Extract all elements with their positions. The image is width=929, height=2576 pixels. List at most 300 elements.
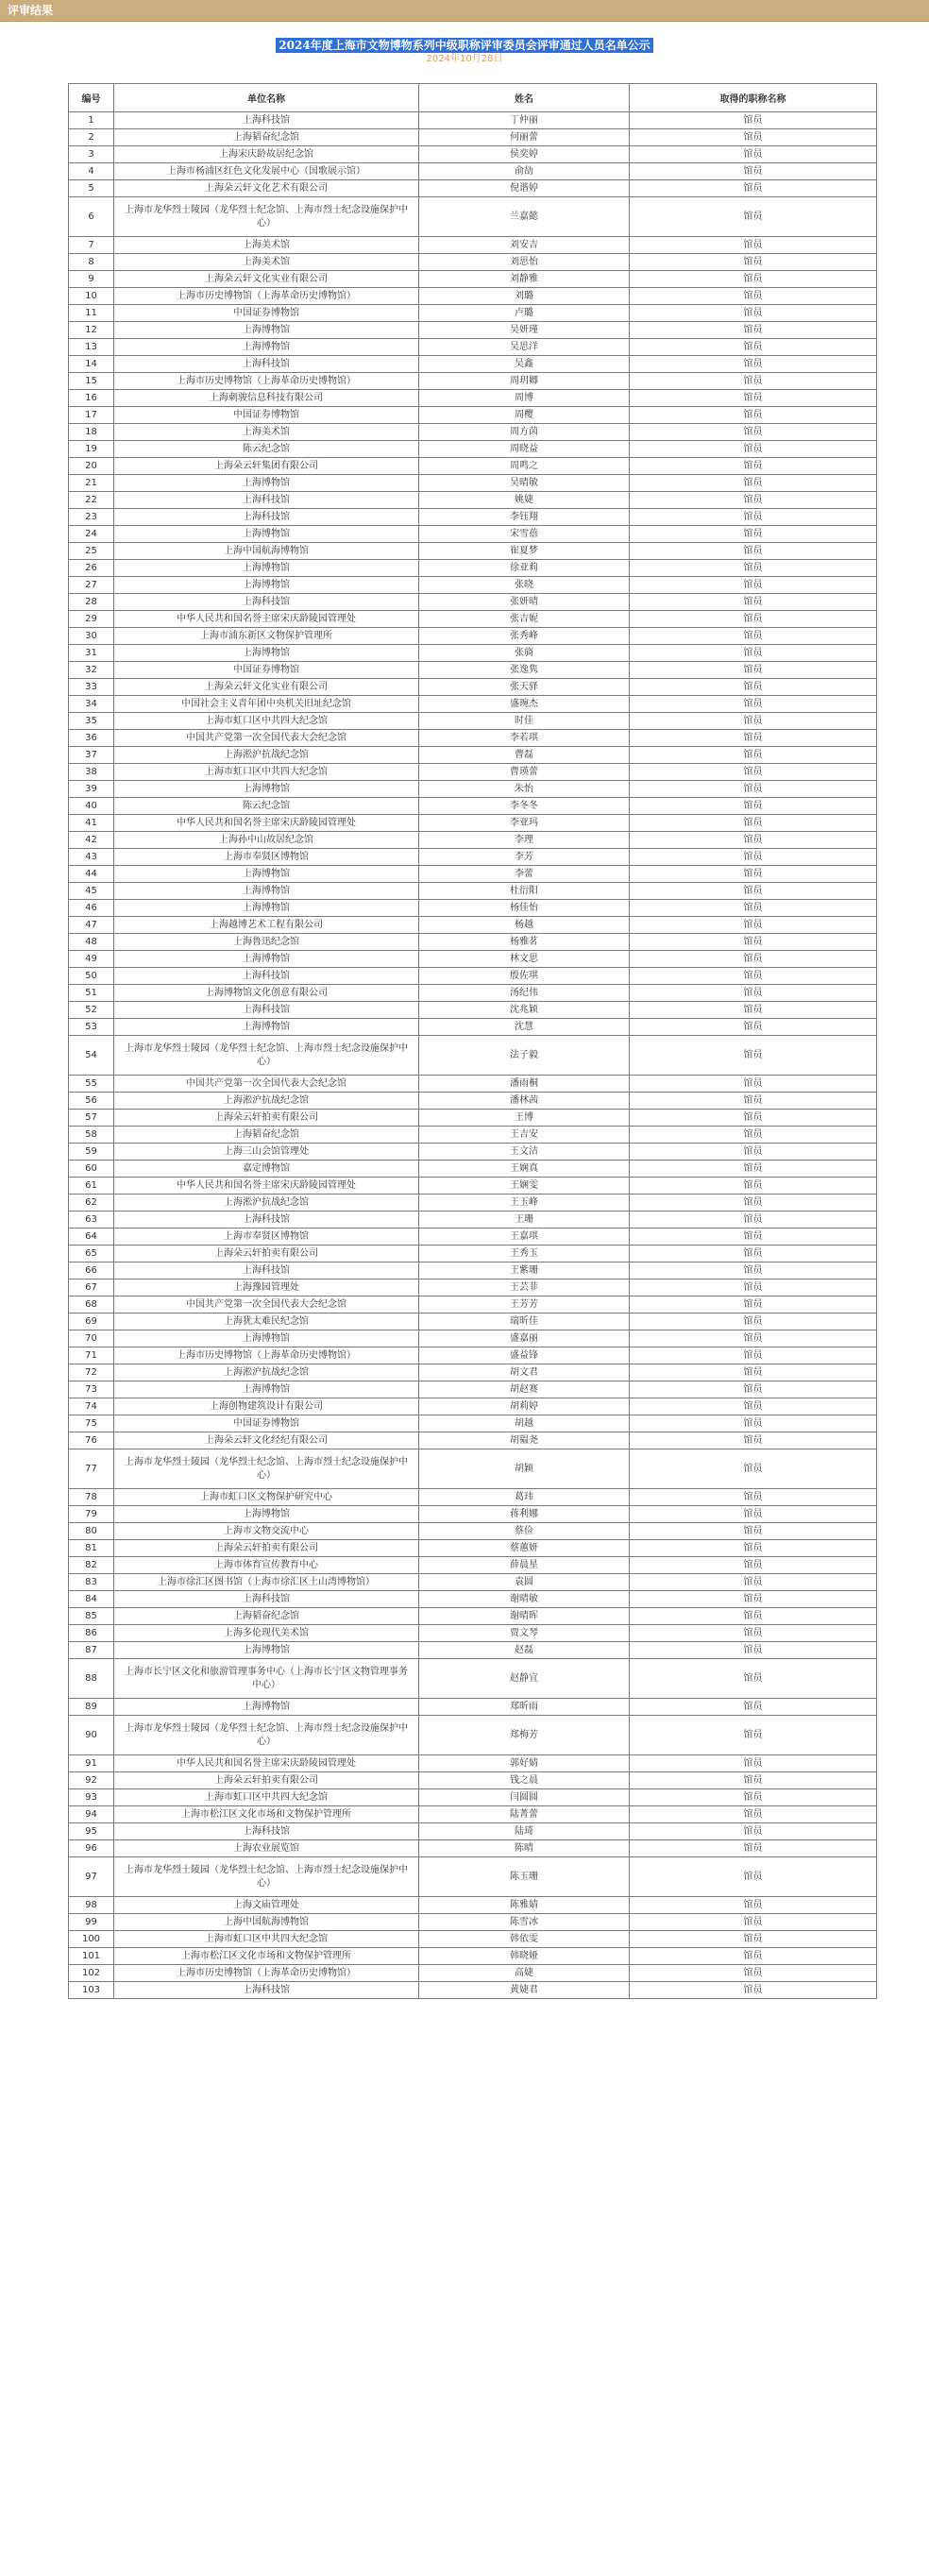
cell-unit [114, 1716, 419, 1755]
table-row [69, 1699, 877, 1716]
table-row [69, 1002, 877, 1019]
column-header-title: 取得的职称名称 [630, 84, 877, 112]
cell-unit: 上海越博艺术工程有限公司 [114, 917, 419, 934]
cell-title: 馆员 [630, 1948, 877, 1965]
table-row [69, 492, 877, 509]
cell-title: 馆员 [630, 1296, 877, 1313]
table-row [69, 713, 877, 730]
cell-unit: 上海市虹口区中共四大纪念馆 [114, 1931, 419, 1948]
table-row [69, 1982, 877, 1999]
cell-unit: 上海市历史博物馆（上海革命历史博物馆） [114, 373, 419, 390]
cell-title: 馆员 [630, 883, 877, 900]
cell-title: 馆员 [630, 832, 877, 849]
cell-name: 胡越 [419, 1415, 630, 1432]
cell-number: 95 [69, 1823, 114, 1840]
table-row [69, 951, 877, 968]
cell-name: 张逸隽 [419, 662, 630, 679]
cell-name: 王博 [419, 1110, 630, 1127]
cell-unit: 嘉定博物馆 [114, 1161, 419, 1178]
cell-title: 馆员 [630, 1642, 877, 1659]
cell-number: 72 [69, 1364, 114, 1381]
table-row [69, 1840, 877, 1857]
cell-title: 馆员 [630, 1144, 877, 1161]
cell-title: 馆员 [630, 1659, 877, 1699]
cell-title: 馆员 [630, 1280, 877, 1296]
table-row [69, 1965, 877, 1982]
cell-name: 刘璐 [419, 288, 630, 305]
cell-name: 周方茵 [419, 424, 630, 441]
cell-title: 馆员 [630, 1806, 877, 1823]
table-row [69, 985, 877, 1002]
table-row [69, 730, 877, 747]
cell-name: 陈雪冰 [419, 1914, 630, 1931]
cell-unit: 上海科技馆 [114, 1982, 419, 1999]
table-row [69, 747, 877, 764]
cell-number: 7 [69, 237, 114, 254]
cell-title: 馆员 [630, 560, 877, 577]
table-row [69, 968, 877, 985]
cell-title: 馆员 [630, 254, 877, 271]
cell-unit: 中华人民共和国名誉主席宋庆龄陵园管理处 [114, 815, 419, 832]
table-header-row [69, 84, 877, 112]
section-header-label: 评审结果 [8, 4, 54, 17]
table-row [69, 1948, 877, 1965]
cell-unit: 上海博物馆 [114, 900, 419, 917]
cell-name: 李蕾 [419, 866, 630, 883]
cell-name: 张秀峰 [419, 628, 630, 645]
cell-number: 61 [69, 1178, 114, 1195]
cell-title: 馆员 [630, 1574, 877, 1591]
cell-title: 馆员 [630, 197, 877, 237]
cell-title: 馆员 [630, 390, 877, 407]
cell-number: 35 [69, 713, 114, 730]
cell-title: 馆员 [630, 934, 877, 951]
cell-number: 3 [69, 146, 114, 163]
cell-number: 80 [69, 1523, 114, 1540]
table-row [69, 1144, 877, 1161]
cell-unit: 上海淞沪抗战纪念馆 [114, 1195, 419, 1212]
cell-name: 张晓 [419, 577, 630, 594]
cell-title: 馆员 [630, 985, 877, 1002]
cell-number: 48 [69, 934, 114, 951]
cell-title: 馆员 [630, 424, 877, 441]
cell-name: 吴鑫 [419, 356, 630, 373]
cell-title: 馆员 [630, 866, 877, 883]
cell-unit: 上海市虹口区文物保护研究中心 [114, 1489, 419, 1506]
table-body [69, 112, 877, 1999]
cell-number: 98 [69, 1897, 114, 1914]
cell-unit [114, 1036, 419, 1076]
cell-name: 汤纪伟 [419, 985, 630, 1002]
cell-unit: 上海淞沪抗战纪念馆 [114, 1093, 419, 1110]
cell-name: 王紫珊 [419, 1263, 630, 1280]
cell-title: 馆员 [630, 1523, 877, 1540]
cell-unit-text: 上海市龙华烈士陵园（龙华烈士纪念馆、上海市烈士纪念设施保护中心） [125, 204, 408, 229]
table-row [69, 1415, 877, 1432]
cell-number: 93 [69, 1789, 114, 1806]
cell-name: 郑梅芳 [419, 1716, 630, 1755]
cell-name: 曹瑛蕾 [419, 764, 630, 781]
cell-title: 馆员 [630, 373, 877, 390]
table-row [69, 577, 877, 594]
cell-name: 赵磊 [419, 1642, 630, 1659]
cell-unit: 上海科技馆 [114, 1591, 419, 1608]
cell-number: 53 [69, 1019, 114, 1036]
table-row [69, 1381, 877, 1398]
cell-unit: 上海市虹口区中共四大纪念馆 [114, 713, 419, 730]
cell-number: 41 [69, 815, 114, 832]
cell-name: 周鸣之 [419, 458, 630, 475]
cell-number: 25 [69, 543, 114, 560]
cell-number: 56 [69, 1093, 114, 1110]
table-row [69, 1897, 877, 1914]
cell-name: 胡赵赛 [419, 1381, 630, 1398]
cell-unit: 上海韬奋纪念馆 [114, 1127, 419, 1144]
table-row [69, 866, 877, 883]
cell-unit: 上海科技馆 [114, 1212, 419, 1229]
cell-unit: 上海朵云轩集团有限公司 [114, 458, 419, 475]
cell-name: 倪谐婷 [419, 180, 630, 197]
cell-number: 103 [69, 1982, 114, 1999]
cell-name: 卢璐 [419, 305, 630, 322]
cell-unit: 上海朵云轩拍卖有限公司 [114, 1246, 419, 1263]
cell-title: 馆员 [630, 713, 877, 730]
cell-number: 66 [69, 1263, 114, 1280]
cell-unit: 上海韬奋纪念馆 [114, 129, 419, 146]
cell-number: 85 [69, 1608, 114, 1625]
cell-name: 吴晴敏 [419, 475, 630, 492]
cell-number: 2 [69, 129, 114, 146]
cell-unit: 上海刺骏信息科技有限公司 [114, 390, 419, 407]
cell-unit: 上海博物馆 [114, 577, 419, 594]
cell-number: 60 [69, 1161, 114, 1178]
cell-name: 王文洁 [419, 1144, 630, 1161]
cell-unit: 上海科技馆 [114, 112, 419, 129]
table-row [69, 1296, 877, 1313]
cell-name: 薛晨星 [419, 1557, 630, 1574]
table-row [69, 1110, 877, 1127]
cell-name: 杜衍阳 [419, 883, 630, 900]
cell-number: 50 [69, 968, 114, 985]
cell-unit: 上海博物馆 [114, 339, 419, 356]
table-row [69, 662, 877, 679]
cell-title: 馆员 [630, 798, 877, 815]
cell-title: 馆员 [630, 1093, 877, 1110]
cell-name: 王芳芳 [419, 1296, 630, 1313]
cell-title: 馆员 [630, 305, 877, 322]
table-row [69, 407, 877, 424]
table-row [69, 441, 877, 458]
cell-title: 馆员 [630, 1161, 877, 1178]
cell-name: 陈玉珊 [419, 1857, 630, 1897]
cell-title: 馆员 [630, 917, 877, 934]
cell-unit: 上海韬奋纪念馆 [114, 1608, 419, 1625]
cell-number: 59 [69, 1144, 114, 1161]
cell-title: 馆员 [630, 1036, 877, 1076]
cell-name: 曹磊 [419, 747, 630, 764]
cell-name: 朱怡 [419, 781, 630, 798]
cell-title: 馆员 [630, 1823, 877, 1840]
table-row [69, 1625, 877, 1642]
cell-title: 馆员 [630, 679, 877, 696]
cell-number: 78 [69, 1489, 114, 1506]
cell-title: 馆员 [630, 696, 877, 713]
cell-title: 馆员 [630, 1381, 877, 1398]
cell-title: 馆员 [630, 441, 877, 458]
cell-title: 馆员 [630, 1608, 877, 1625]
cell-name: 贾文琴 [419, 1625, 630, 1642]
cell-title: 馆员 [630, 1857, 877, 1897]
table-row [69, 1659, 877, 1699]
table-row [69, 237, 877, 254]
cell-name: 胡文君 [419, 1364, 630, 1381]
column-header-name: 姓名 [419, 84, 630, 112]
cell-title: 馆员 [630, 180, 877, 197]
table-row [69, 1523, 877, 1540]
cell-number: 14 [69, 356, 114, 373]
cell-unit: 中华人民共和国名誉主席宋庆龄陵园管理处 [114, 611, 419, 628]
cell-name: 蒋利娜 [419, 1506, 630, 1523]
cell-number: 71 [69, 1347, 114, 1364]
cell-title: 馆员 [630, 1840, 877, 1857]
cell-title: 馆员 [630, 1195, 877, 1212]
cell-title: 馆员 [630, 492, 877, 509]
cell-title: 馆员 [630, 1982, 877, 1999]
table-row [69, 849, 877, 866]
table-row [69, 129, 877, 146]
cell-name: 潘林茜 [419, 1093, 630, 1110]
table-row [69, 883, 877, 900]
cell-title: 馆员 [630, 1415, 877, 1432]
cell-number: 22 [69, 492, 114, 509]
cell-name: 王玉峰 [419, 1195, 630, 1212]
cell-name: 周樱 [419, 407, 630, 424]
cell-unit: 中国社会主义青年团中央机关旧址纪念馆 [114, 696, 419, 713]
table-row [69, 339, 877, 356]
cell-title: 馆员 [630, 1897, 877, 1914]
table-row [69, 1076, 877, 1093]
cell-title: 馆员 [630, 543, 877, 560]
cell-title: 馆员 [630, 129, 877, 146]
cell-title: 馆员 [630, 900, 877, 917]
cell-name: 王娴真 [419, 1161, 630, 1178]
cell-name: 林文思 [419, 951, 630, 968]
cell-number: 12 [69, 322, 114, 339]
cell-name: 潘雨桐 [419, 1076, 630, 1093]
cell-title: 馆员 [630, 1313, 877, 1330]
cell-number: 47 [69, 917, 114, 934]
cell-number: 92 [69, 1772, 114, 1789]
cell-name: 吴妍瑾 [419, 322, 630, 339]
cell-number: 81 [69, 1540, 114, 1557]
cell-number: 32 [69, 662, 114, 679]
table-row [69, 322, 877, 339]
cell-title: 馆员 [630, 1178, 877, 1195]
cell-name: 张旖 [419, 645, 630, 662]
cell-title: 馆员 [630, 1263, 877, 1280]
cell-name: 王嘉琪 [419, 1229, 630, 1246]
cell-unit: 上海朵云轩文化实业有限公司 [114, 679, 419, 696]
table-row [69, 1540, 877, 1557]
cell-title: 馆员 [630, 1076, 877, 1093]
cell-number: 49 [69, 951, 114, 968]
table-row [69, 679, 877, 696]
cell-number: 51 [69, 985, 114, 1002]
column-header-unit: 单位名称 [114, 84, 419, 112]
cell-title: 馆员 [630, 1755, 877, 1772]
table-row [69, 832, 877, 849]
cell-number: 28 [69, 594, 114, 611]
cell-number: 39 [69, 781, 114, 798]
cell-name: 韩依雯 [419, 1931, 630, 1948]
table-row [69, 1093, 877, 1110]
cell-unit: 中国证券博物馆 [114, 305, 419, 322]
table-row [69, 1449, 877, 1489]
cell-title: 馆员 [630, 1591, 877, 1608]
table-row [69, 1347, 877, 1364]
cell-number: 37 [69, 747, 114, 764]
cell-title: 馆员 [630, 1364, 877, 1381]
cell-unit: 上海豫园管理处 [114, 1280, 419, 1296]
table-row [69, 934, 877, 951]
cell-unit: 上海科技馆 [114, 968, 419, 985]
cell-number: 86 [69, 1625, 114, 1642]
cell-number: 19 [69, 441, 114, 458]
cell-title: 馆员 [630, 594, 877, 611]
table-row [69, 180, 877, 197]
cell-name: 陆菁蕾 [419, 1806, 630, 1823]
cell-title: 馆员 [630, 1019, 877, 1036]
table-row [69, 254, 877, 271]
cell-title: 馆员 [630, 1449, 877, 1489]
cell-name: 李钰翔 [419, 509, 630, 526]
table-row [69, 1591, 877, 1608]
cell-name: 沈慧 [419, 1019, 630, 1036]
cell-name: 殷佐琪 [419, 968, 630, 985]
table-row [69, 611, 877, 628]
cell-unit: 上海美术馆 [114, 424, 419, 441]
cell-number: 16 [69, 390, 114, 407]
cell-unit: 上海朵云轩拍卖有限公司 [114, 1772, 419, 1789]
cell-number: 6 [69, 197, 114, 237]
cell-number: 64 [69, 1229, 114, 1246]
table-row [69, 1246, 877, 1263]
cell-unit: 上海市体育宣传教育中心 [114, 1557, 419, 1574]
cell-unit: 上海市历史博物馆（上海革命历史博物馆） [114, 1965, 419, 1982]
cell-title: 馆员 [630, 577, 877, 594]
cell-number: 40 [69, 798, 114, 815]
cell-number: 5 [69, 180, 114, 197]
table-row [69, 1398, 877, 1415]
cell-number: 34 [69, 696, 114, 713]
cell-title: 馆员 [630, 628, 877, 645]
cell-number: 21 [69, 475, 114, 492]
cell-name: 周晓益 [419, 441, 630, 458]
cell-name: 吴思洋 [419, 339, 630, 356]
cell-name: 张天驿 [419, 679, 630, 696]
cell-name: 瑞昕佳 [419, 1313, 630, 1330]
table-row [69, 1755, 877, 1772]
cell-number: 77 [69, 1449, 114, 1489]
cell-title: 馆员 [630, 747, 877, 764]
table-row [69, 1432, 877, 1449]
table-row [69, 1313, 877, 1330]
cell-number: 30 [69, 628, 114, 645]
cell-name: 李理 [419, 832, 630, 849]
cell-name: 胡莉婷 [419, 1398, 630, 1415]
table-row [69, 288, 877, 305]
table-row [69, 271, 877, 288]
cell-title: 馆员 [630, 1716, 877, 1755]
cell-title: 馆员 [630, 849, 877, 866]
cell-number: 38 [69, 764, 114, 781]
table-row [69, 526, 877, 543]
cell-name: 葛玮 [419, 1489, 630, 1506]
document-title: 2024年度上海市文物博物系列中级职称评审委员会评审通过人员名单公示 [276, 38, 652, 53]
cell-unit: 上海科技馆 [114, 356, 419, 373]
table-row [69, 628, 877, 645]
cell-unit: 上海市虹口区中共四大纪念馆 [114, 764, 419, 781]
cell-number: 15 [69, 373, 114, 390]
table-row [69, 1914, 877, 1931]
cell-number: 17 [69, 407, 114, 424]
cell-unit: 上海博物馆 [114, 322, 419, 339]
table-row [69, 146, 877, 163]
table-row [69, 1280, 877, 1296]
cell-name: 杨越 [419, 917, 630, 934]
cell-number: 57 [69, 1110, 114, 1127]
table-row [69, 373, 877, 390]
cell-name: 谢晴敏 [419, 1591, 630, 1608]
cell-title: 馆员 [630, 1347, 877, 1364]
cell-title: 馆员 [630, 1557, 877, 1574]
cell-number: 99 [69, 1914, 114, 1931]
cell-title: 馆员 [630, 1506, 877, 1523]
table-row [69, 1330, 877, 1347]
cell-name: 刘静雅 [419, 271, 630, 288]
cell-title: 馆员 [630, 1931, 877, 1948]
table-row [69, 458, 877, 475]
cell-name: 陈雅婧 [419, 1897, 630, 1914]
cell-unit: 上海博物馆 [114, 883, 419, 900]
cell-unit-text: 上海市长宁区文化和旅游管理事务中心（上海市长宁区文物管理事务中心） [125, 1666, 408, 1690]
cell-number: 101 [69, 1948, 114, 1965]
cell-title: 馆员 [630, 645, 877, 662]
cell-name: 李冬冬 [419, 798, 630, 815]
table-row [69, 197, 877, 237]
cell-title: 馆员 [630, 781, 877, 798]
cell-name: 姚婕 [419, 492, 630, 509]
cell-name: 盛琬杰 [419, 696, 630, 713]
table-row [69, 1212, 877, 1229]
cell-name: 袁圆 [419, 1574, 630, 1591]
cell-unit: 上海朵云轩拍卖有限公司 [114, 1110, 419, 1127]
cell-number: 1 [69, 112, 114, 129]
cell-unit: 陈云纪念馆 [114, 798, 419, 815]
table-row [69, 1789, 877, 1806]
table-row [69, 1161, 877, 1178]
cell-unit: 上海博物馆 [114, 1330, 419, 1347]
cell-name: 张妍晴 [419, 594, 630, 611]
table-row [69, 781, 877, 798]
cell-name: 时佳 [419, 713, 630, 730]
cell-title: 馆员 [630, 339, 877, 356]
table-header [69, 84, 877, 112]
table-row [69, 1506, 877, 1523]
cell-unit: 上海中国航海博物馆 [114, 1914, 419, 1931]
cell-number: 26 [69, 560, 114, 577]
table-row [69, 356, 877, 373]
